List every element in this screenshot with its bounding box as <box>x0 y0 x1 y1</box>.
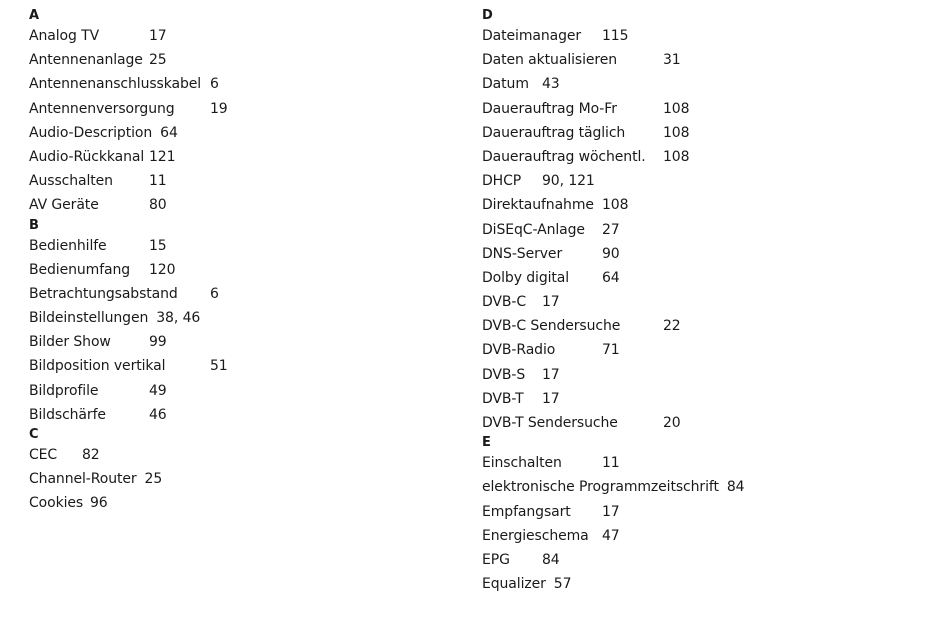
index-term: Antennenanlage <box>29 52 143 69</box>
index-page-numbers: 51 <box>210 358 228 375</box>
index-entry <box>482 145 922 169</box>
index-entry <box>29 72 449 96</box>
index-page-numbers: 25 <box>144 471 163 488</box>
index-column-right <box>482 8 922 596</box>
index-entry <box>482 24 922 48</box>
index-entry <box>482 266 922 290</box>
index-entry <box>482 97 922 121</box>
index-term: Bildprofile <box>29 382 99 399</box>
index-entry <box>29 169 449 193</box>
index-term: Daten aktualisieren <box>482 52 618 69</box>
index-term: DHCP <box>482 173 522 190</box>
index-entry <box>482 451 922 475</box>
index-term: Einschalten <box>482 455 562 472</box>
index-term: Bedienhilfe <box>29 237 107 254</box>
index-page-numbers: 120 <box>149 261 176 278</box>
index-page-numbers: 46 <box>149 406 167 423</box>
index-page-numbers: 11 <box>602 455 620 472</box>
index-term: CEC <box>29 447 58 463</box>
index-entry <box>482 524 922 548</box>
index-page-numbers: 11 <box>149 173 167 190</box>
index-page-numbers: 25 <box>149 52 167 69</box>
index-letter-heading: E <box>482 435 491 451</box>
index-page-numbers: 108 <box>602 197 629 214</box>
index-letter-heading: C <box>29 427 39 442</box>
index-term: Bildposition vertikal <box>29 358 166 375</box>
index-entry <box>29 145 449 169</box>
index-term: Dauerauftrag wöchentl. <box>482 148 646 165</box>
index-entry <box>29 467 449 491</box>
index-term: DVB-S <box>482 366 526 383</box>
index-page-numbers: 84 <box>542 551 560 568</box>
index-entry <box>482 475 922 499</box>
index-entry <box>482 411 922 435</box>
index-page-numbers: 31 <box>663 52 681 69</box>
index-letter-heading: B <box>29 217 39 233</box>
index-page-numbers: 43 <box>542 76 560 93</box>
index-entry <box>29 306 449 330</box>
index-page-numbers: 22 <box>663 318 681 335</box>
index-page-numbers: 47 <box>602 527 620 544</box>
index-term: Equalizer <box>482 576 546 593</box>
index-entry <box>29 234 449 258</box>
index-entry <box>482 48 922 72</box>
index-column-left <box>29 8 449 516</box>
index-entry <box>29 97 449 121</box>
index-term: DiSEqC-Anlage <box>482 221 585 238</box>
index-term: Audio-Description <box>29 124 153 141</box>
index-page-numbers: 15 <box>149 237 167 254</box>
index-entry <box>482 242 922 266</box>
index-term: elektronische Programmzeitschrift <box>482 479 719 496</box>
index-entry <box>482 72 922 96</box>
index-entry <box>29 379 449 403</box>
index-page-numbers: 57 <box>553 576 572 593</box>
index-term: DVB-C <box>482 294 527 311</box>
index-term: Dolby digital <box>482 269 570 286</box>
index-entry <box>482 290 922 314</box>
index-term: Bildschärfe <box>29 406 106 423</box>
index-entry <box>482 193 922 217</box>
index-entry <box>482 500 922 524</box>
index-page-numbers: 80 <box>149 197 167 214</box>
index-page-numbers: 108 <box>663 148 690 165</box>
index-page-numbers: 96 <box>90 495 108 512</box>
index-entry <box>29 443 449 467</box>
index-page-numbers: 49 <box>149 382 167 399</box>
index-entry <box>482 314 922 338</box>
index-entry <box>29 491 449 515</box>
index-entry <box>29 258 449 282</box>
index-term: Ausschalten <box>29 173 113 190</box>
index-entry <box>482 572 922 596</box>
index-page-numbers: 17 <box>149 28 167 44</box>
index-term: DVB-Radio <box>482 342 556 359</box>
index-term: Bildeinstellungen <box>29 310 149 327</box>
index-term: Channel-Router <box>29 471 137 488</box>
index-page-numbers: 27 <box>602 221 620 238</box>
index-page-numbers: 38, 46 <box>156 310 201 327</box>
index-entry <box>29 330 449 354</box>
index-term: Bilder Show <box>29 334 111 351</box>
index-entry <box>482 169 922 193</box>
index-entry <box>29 403 449 427</box>
index-entry <box>29 121 449 145</box>
index-term: Empfangsart <box>482 503 571 520</box>
index-entry <box>29 282 449 306</box>
index-term: Dateimanager <box>482 28 582 44</box>
index-term: Dauerauftrag Mo-Fr <box>482 100 617 117</box>
index-page-numbers: 6 <box>210 285 219 302</box>
index-term: Antennenanschlusskabel <box>29 76 202 93</box>
index-page-numbers: 20 <box>663 415 681 431</box>
index-entry <box>29 48 449 72</box>
index-page-numbers: 6 <box>210 76 219 93</box>
index-page-numbers: 71 <box>602 342 620 359</box>
index-entry <box>29 193 449 217</box>
index-term: DNS-Server <box>482 245 563 262</box>
index-page-numbers: 17 <box>542 390 560 407</box>
index-page-numbers: 84 <box>726 479 745 496</box>
index-page-numbers: 17 <box>542 294 560 311</box>
index-entry <box>482 363 922 387</box>
index-page-numbers: 90, 121 <box>542 173 595 190</box>
index-letter-heading: D <box>482 8 493 23</box>
index-page-numbers: 90 <box>602 245 620 262</box>
index-term: Betrachtungsabstand <box>29 285 178 302</box>
index-term: Direktaufnahme <box>482 197 594 214</box>
index-page-numbers: 82 <box>82 447 100 463</box>
index-term: DVB-T Sendersuche <box>482 415 618 431</box>
index-entry <box>482 121 922 145</box>
index-entry <box>29 354 449 378</box>
index-page-numbers: 64 <box>602 269 620 286</box>
index-term: Dauerauftrag täglich <box>482 124 626 141</box>
index-page-numbers: 108 <box>663 100 690 117</box>
index-term: AV Geräte <box>29 197 99 214</box>
index-entry <box>482 218 922 242</box>
index-page-numbers: 17 <box>602 503 620 520</box>
index-term: Datum <box>482 76 529 93</box>
index-page-numbers: 17 <box>542 366 560 383</box>
index-page-numbers: 99 <box>149 334 167 351</box>
index-letter-heading: A <box>29 8 40 23</box>
index-term: Bedienumfang <box>29 261 131 278</box>
index-term: Energieschema <box>482 527 589 544</box>
index-entry <box>482 338 922 362</box>
index-page-numbers: 108 <box>663 124 690 141</box>
index-page-numbers: 19 <box>210 100 228 117</box>
index-entry <box>482 387 922 411</box>
index-entry <box>29 24 449 48</box>
index-page-numbers: 64 <box>160 124 178 141</box>
index-entry <box>482 548 922 572</box>
index-term: Cookies <box>29 495 84 512</box>
index-term: DVB-C Sendersuche <box>482 318 621 335</box>
index-term: DVB-T <box>482 390 524 407</box>
index-term: Audio-Rückkanal <box>29 148 145 165</box>
index-term: Antennenversorgung <box>29 100 175 117</box>
index-term: EPG <box>482 551 510 568</box>
index-page-numbers: 121 <box>149 148 176 165</box>
index-page-numbers: 115 <box>602 28 629 44</box>
index-term: Analog TV <box>29 28 100 44</box>
